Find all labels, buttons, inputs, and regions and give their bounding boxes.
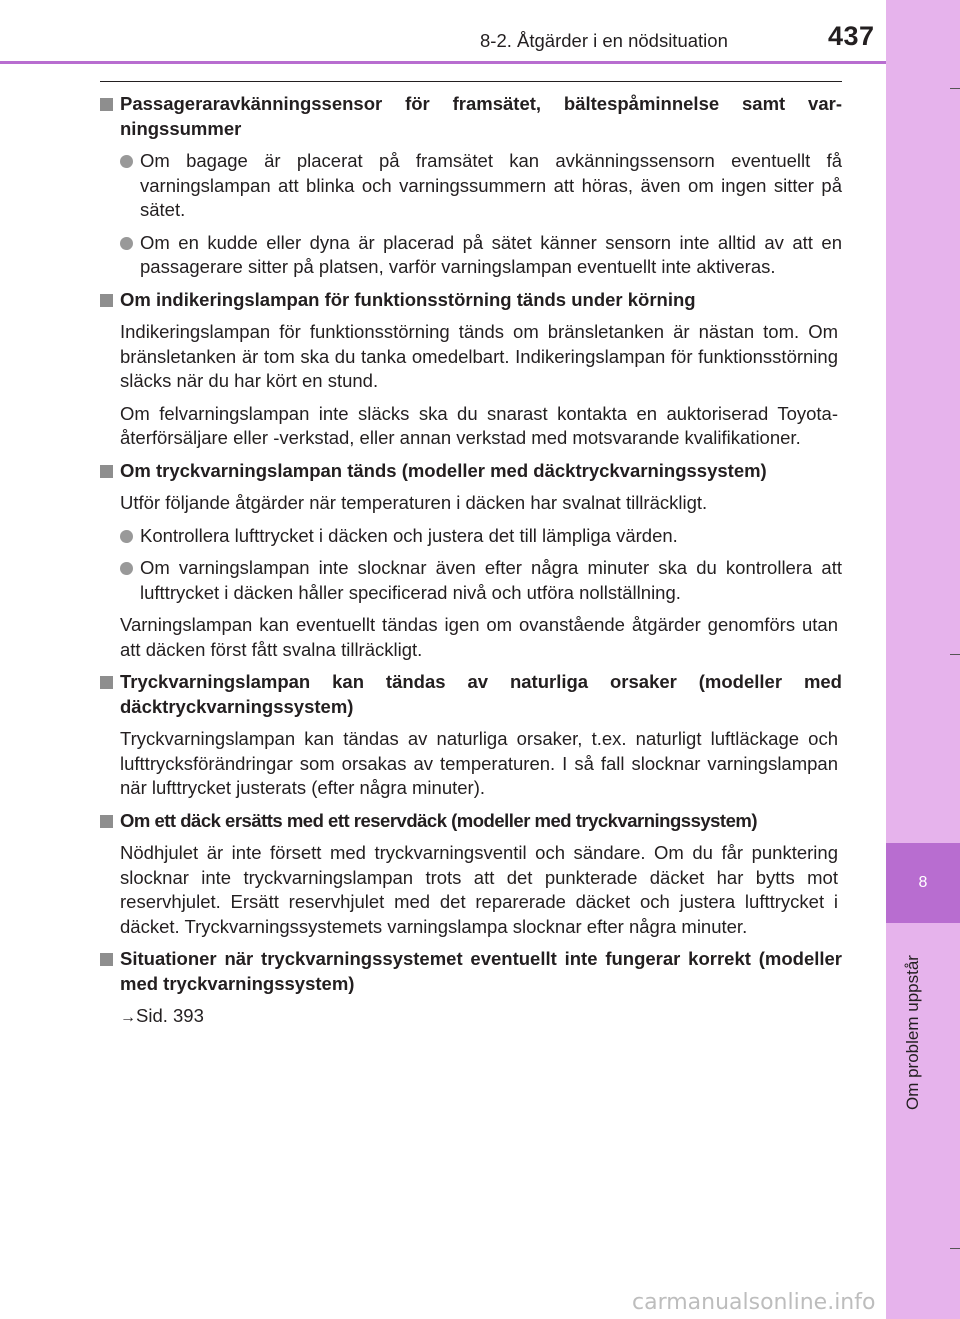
section-heading: Om indikeringslampan för funktionsstörning tänds under körning — [100, 288, 842, 313]
header-rule — [0, 61, 886, 64]
square-bullet-icon — [100, 465, 113, 478]
chapter-number: 8 — [918, 874, 928, 891]
section-heading: Situationer när tryckvarningssystemet eventuellt inte fungerar korrekt (modeller med tryckvarningssystem) — [100, 947, 842, 996]
square-bullet-icon — [100, 98, 113, 111]
circle-bullet-icon — [120, 530, 133, 543]
crop-mark — [950, 1248, 960, 1249]
section-heading: Om ett däck ersätts med ett reservdäck (modeller med tryckvarningssystem) — [100, 809, 842, 834]
watermark: carmanualsonline.info — [632, 1290, 876, 1315]
content-rule — [100, 81, 842, 82]
paragraph: Nödhjulet är inte försett med tryckvarningsventil och sändare. Om du får punktering slocknar inte tryckvarningslampan trots att det punkterade däcket har bytts mot reservhjulet. Ersätt reservhjulet med det reparerade däcket och justera lufttrycket i däcket. Tryckvarningssystemets varningslampa slocknar efter några minuter. — [120, 842, 838, 937]
page-reference-link[interactable]: Sid. 393 — [136, 1005, 204, 1026]
paragraph: Indikeringslampan för funktionsstörning tänds om bränsletanken är nästan tom. Om bränsletanken är tom ska du tanka omedelbart. Indikeringslampan för funktionsstörning släcks när du har kört en stund. — [120, 321, 838, 391]
square-bullet-icon — [100, 676, 113, 689]
square-bullet-icon — [100, 294, 113, 307]
circle-bullet-icon — [120, 155, 133, 168]
chapter-title: Om problem uppstår — [903, 955, 922, 1111]
paragraph: Tryckvarningslampan kan tändas av naturliga orsaker, t.ex. naturligt luftläckage och lufttrycksförändringar som orsakas av temperaturen. I så fall slocknar varningslampan när lufttrycket justerats (efter några minuter). — [120, 728, 838, 798]
bullet-item: Om en kudde eller dyna är placerad på sätet känner sensorn inte alltid av att en passagerare sitter på platsen, varför varningslampan eventuellt inte aktiveras. — [100, 231, 842, 280]
square-bullet-icon — [100, 815, 113, 828]
paragraph: Utför följande åtgärder när temperaturen i däcken har svalnat tillräckligt. — [120, 492, 708, 513]
page-reference[interactable] — [100, 1004, 842, 1031]
crop-mark — [950, 88, 960, 89]
bullet-item: Om bagage är placerat på framsätet kan avkänningssensorn eventuellt få varningslampan att blinka och varningssummern att höras, även om ingen sitter på sätet. — [100, 149, 842, 223]
section-heading: Tryckvarningslampan kan tändas av naturliga orsaker (modeller med däcktryckvarningssystem) — [100, 670, 842, 719]
square-bullet-icon — [100, 953, 113, 966]
paragraph: Om felvarningslampan inte släcks ska du snarast kontakta en auktoriserad Toyota-återförsäljare eller -verkstad, eller annan verkstad med motsvarande kvalifikationer. — [120, 402, 838, 448]
circle-bullet-icon — [120, 237, 133, 250]
page-content — [100, 92, 842, 1039]
section-heading: Om tryckvarningslampan tänds (modeller med däcktryckvarningssystem) — [100, 459, 842, 484]
arrow-right-icon: → — [120, 1009, 136, 1026]
chapter-number-tab[interactable] — [886, 843, 960, 923]
section-heading: Passageraravkänningssensor för framsätet, bältespåminnelse samt varningssummer — [100, 92, 842, 141]
crop-mark — [950, 654, 960, 655]
bullet-item: Kontrollera lufttrycket i däcken och justera det till lämpliga värden. — [100, 524, 842, 549]
bullet-item: Om varningslampan inte slocknar även efter några minuter ska du kontrollera att lufttrycket i däcken håller specificerad nivå och utföra nollställning. — [100, 556, 842, 605]
circle-bullet-icon — [120, 562, 133, 575]
page-number: 437 — [828, 21, 875, 51]
section-title: 8-2. Åtgärder i en nödsituation — [480, 30, 728, 51]
paragraph: Varningslampan kan eventuellt tändas igen om ovanstående åtgärder genomförs utan att däcken först fått svalna tillräckligt. — [120, 614, 838, 660]
